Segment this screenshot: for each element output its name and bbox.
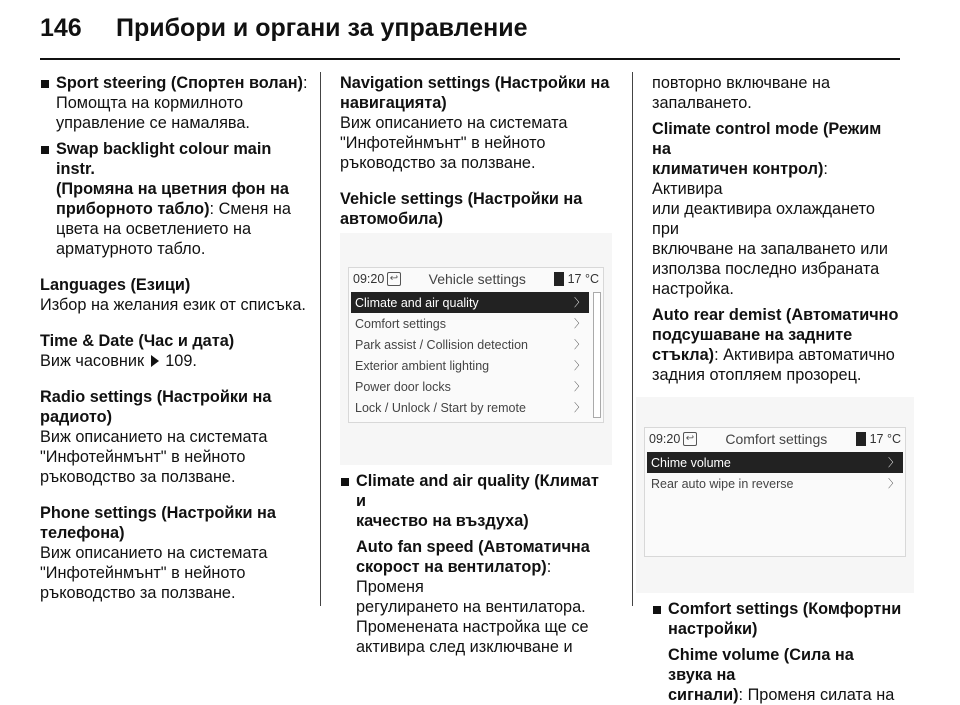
- column-3: повторно включване на запалването. Climate control mode (Режим на климатичен контрол): Активира или деактивира охлаждането при включване на запалването или използва последно избраната настройка. Auto rear demist (Автоматично подсушаване на задните стъкла): Активира автоматично задния отопляем прозорец. 09:20 ↩ Comfort settings 17 °C Chime volume 〉 Rear auto wipe in reverse 〉 Comfort settings (Комфортни настройки) Chime volume (Сила на звука на сигнали): Променя силата на: [652, 73, 902, 705]
- chevron-right-icon: 〉: [574, 380, 585, 393]
- column-divider-1: [320, 72, 321, 606]
- chevron-right-icon: 〉: [574, 296, 585, 309]
- screen-top-bar: [349, 268, 603, 290]
- header-rule: [40, 58, 900, 60]
- menu-item-climate[interactable]: Climate and air quality 〉: [351, 292, 589, 313]
- term-auto-rear-demist: Auto rear demist (Автоматично: [652, 306, 899, 324]
- screen-title: Vehicle settings: [428, 271, 526, 287]
- term-sport-steering: Sport steering (Спортен волан): [56, 74, 303, 92]
- term-climate-control-mode: Climate control mode (Режим на: [652, 120, 882, 158]
- heading-phone-settings: Phone settings (Настройки на телефона): [40, 504, 276, 542]
- menu-item-rear-auto-wipe[interactable]: Rear auto wipe in reverse 〉: [651, 476, 899, 491]
- phone-status-icon: [554, 272, 564, 286]
- menu-item-door-locks[interactable]: Power door locks 〉: [355, 379, 585, 394]
- text-languages: Избор на желания език от списъка.: [40, 296, 306, 314]
- chevron-right-icon: 〉: [888, 456, 899, 469]
- menu-item-ambient-lighting[interactable]: Exterior ambient lighting 〉: [355, 358, 585, 373]
- menu-item-chime-volume[interactable]: Chime volume 〉: [647, 452, 903, 473]
- column-1: Sport steering (Спортен волан): Помощта на кормилното управление се намалява. Swap backlight colour main instr. (Промяна на цветния фон на приборното табло): Сменя на цвета на осветлението на арматурното табло. Languages (Езици) Избор на желания език от списъка. Time & Date (Час и дата) Виж часовник 109. Radio settings (Настройки на радиото) Виж описанието на системата "Инфотейнмънт" в нейното ръководство за ползване. Phone settings (Настройки на телефона) Виж описанието на системата "Инфотейнмънт" в нейното ръководство за ползване.: [40, 73, 312, 603]
- outside-temperature: 17 °C: [567, 272, 599, 286]
- heading-navigation-settings: Navigation settings (Настройки на навигацията): [340, 74, 610, 112]
- chevron-right-icon: 〉: [888, 477, 899, 490]
- screen-top-bar: [645, 428, 905, 450]
- display-screen: [644, 427, 906, 557]
- chevron-right-icon: 〉: [574, 359, 585, 372]
- menu-list: [349, 290, 603, 422]
- scrollbar[interactable]: [593, 292, 601, 418]
- heading-vehicle-settings: Vehicle settings (Настройки на автомобила): [340, 190, 583, 228]
- heading-radio-settings: Radio settings (Настройки на радиото): [40, 388, 272, 426]
- menu-item-remote-lock[interactable]: Lock / Unlock / Start by remote 〉: [355, 400, 585, 415]
- screenshot-comfort-settings: [636, 397, 914, 593]
- menu-item-park-assist[interactable]: Park assist / Collision detection 〉: [355, 337, 585, 352]
- heading-languages: Languages (Езици): [40, 276, 191, 294]
- heading-time-date: Time & Date (Час и дата): [40, 332, 235, 350]
- page-number: 146: [40, 14, 82, 42]
- screenshot-vehicle-settings: [340, 233, 612, 465]
- chevron-right-icon: 〉: [574, 317, 585, 330]
- page-ref-link-109[interactable]: 109.: [165, 352, 197, 370]
- column-2: Navigation settings (Настройки на навигацията) Виж описанието на системата "Инфотейнмънт" в нейното ръководство за ползване. Vehicle settings (Настройки на автомобила) 09:20 ↩ Vehicle settings 17 °C Climate and air quality 〉 Comfort settings 〉 Park assist / Collision detection 〉 Exterior ambient lighting 〉 Power door locks 〉 Lock / Unlock / Start by remote 〉 Climate and air quality (Климат и качество на въздуха) Auto fan speed (Автоматична скорост на вентилатор): Променя регулирането на вентилатора. Променената настройка ще се активира след изключване и: [340, 73, 612, 657]
- menu-item-comfort[interactable]: Comfort settings 〉: [355, 316, 585, 331]
- back-icon: ↩: [683, 432, 697, 446]
- phone-status-icon: [856, 432, 866, 446]
- column-divider-2: [632, 72, 633, 606]
- chevron-right-icon: 〉: [574, 401, 585, 414]
- bullet-swap-backlight: Swap backlight colour main instr. (Промяна на цветния фон на приборното табло): Сменя на цвета на осветлението на арматурното табло.: [40, 139, 312, 259]
- screen-title: Comfort settings: [725, 431, 828, 447]
- clock-time: 09:20: [353, 272, 385, 286]
- chevron-right-icon: 〉: [574, 338, 585, 351]
- display-screen: [348, 267, 604, 423]
- bullet-climate-air-quality: Climate and air quality (Климат и качество на въздуха) Auto fan speed (Автоматична скорост на вентилатор): Променя регулирането на вентилатора. Променената настройка ще се активира след изключване и: [340, 471, 612, 657]
- bullet-comfort-settings: Comfort settings (Комфортни настройки) Chime volume (Сила на звука на сигнали): Променя силата на: [652, 599, 902, 705]
- clock-time: 09:20: [649, 432, 681, 446]
- page-header: [40, 14, 528, 54]
- menu-list: [645, 450, 905, 556]
- text-time-date: Виж часовник 109.: [40, 352, 197, 370]
- bullet-sport-steering: Sport steering (Спортен волан): Помощта на кормилното управление се намалява.: [40, 73, 312, 133]
- triangle-right-icon: [151, 355, 159, 367]
- outside-temperature: 17 °C: [869, 432, 901, 446]
- page-title: Прибори и органи за управление: [116, 14, 528, 42]
- back-icon: ↩: [387, 272, 401, 286]
